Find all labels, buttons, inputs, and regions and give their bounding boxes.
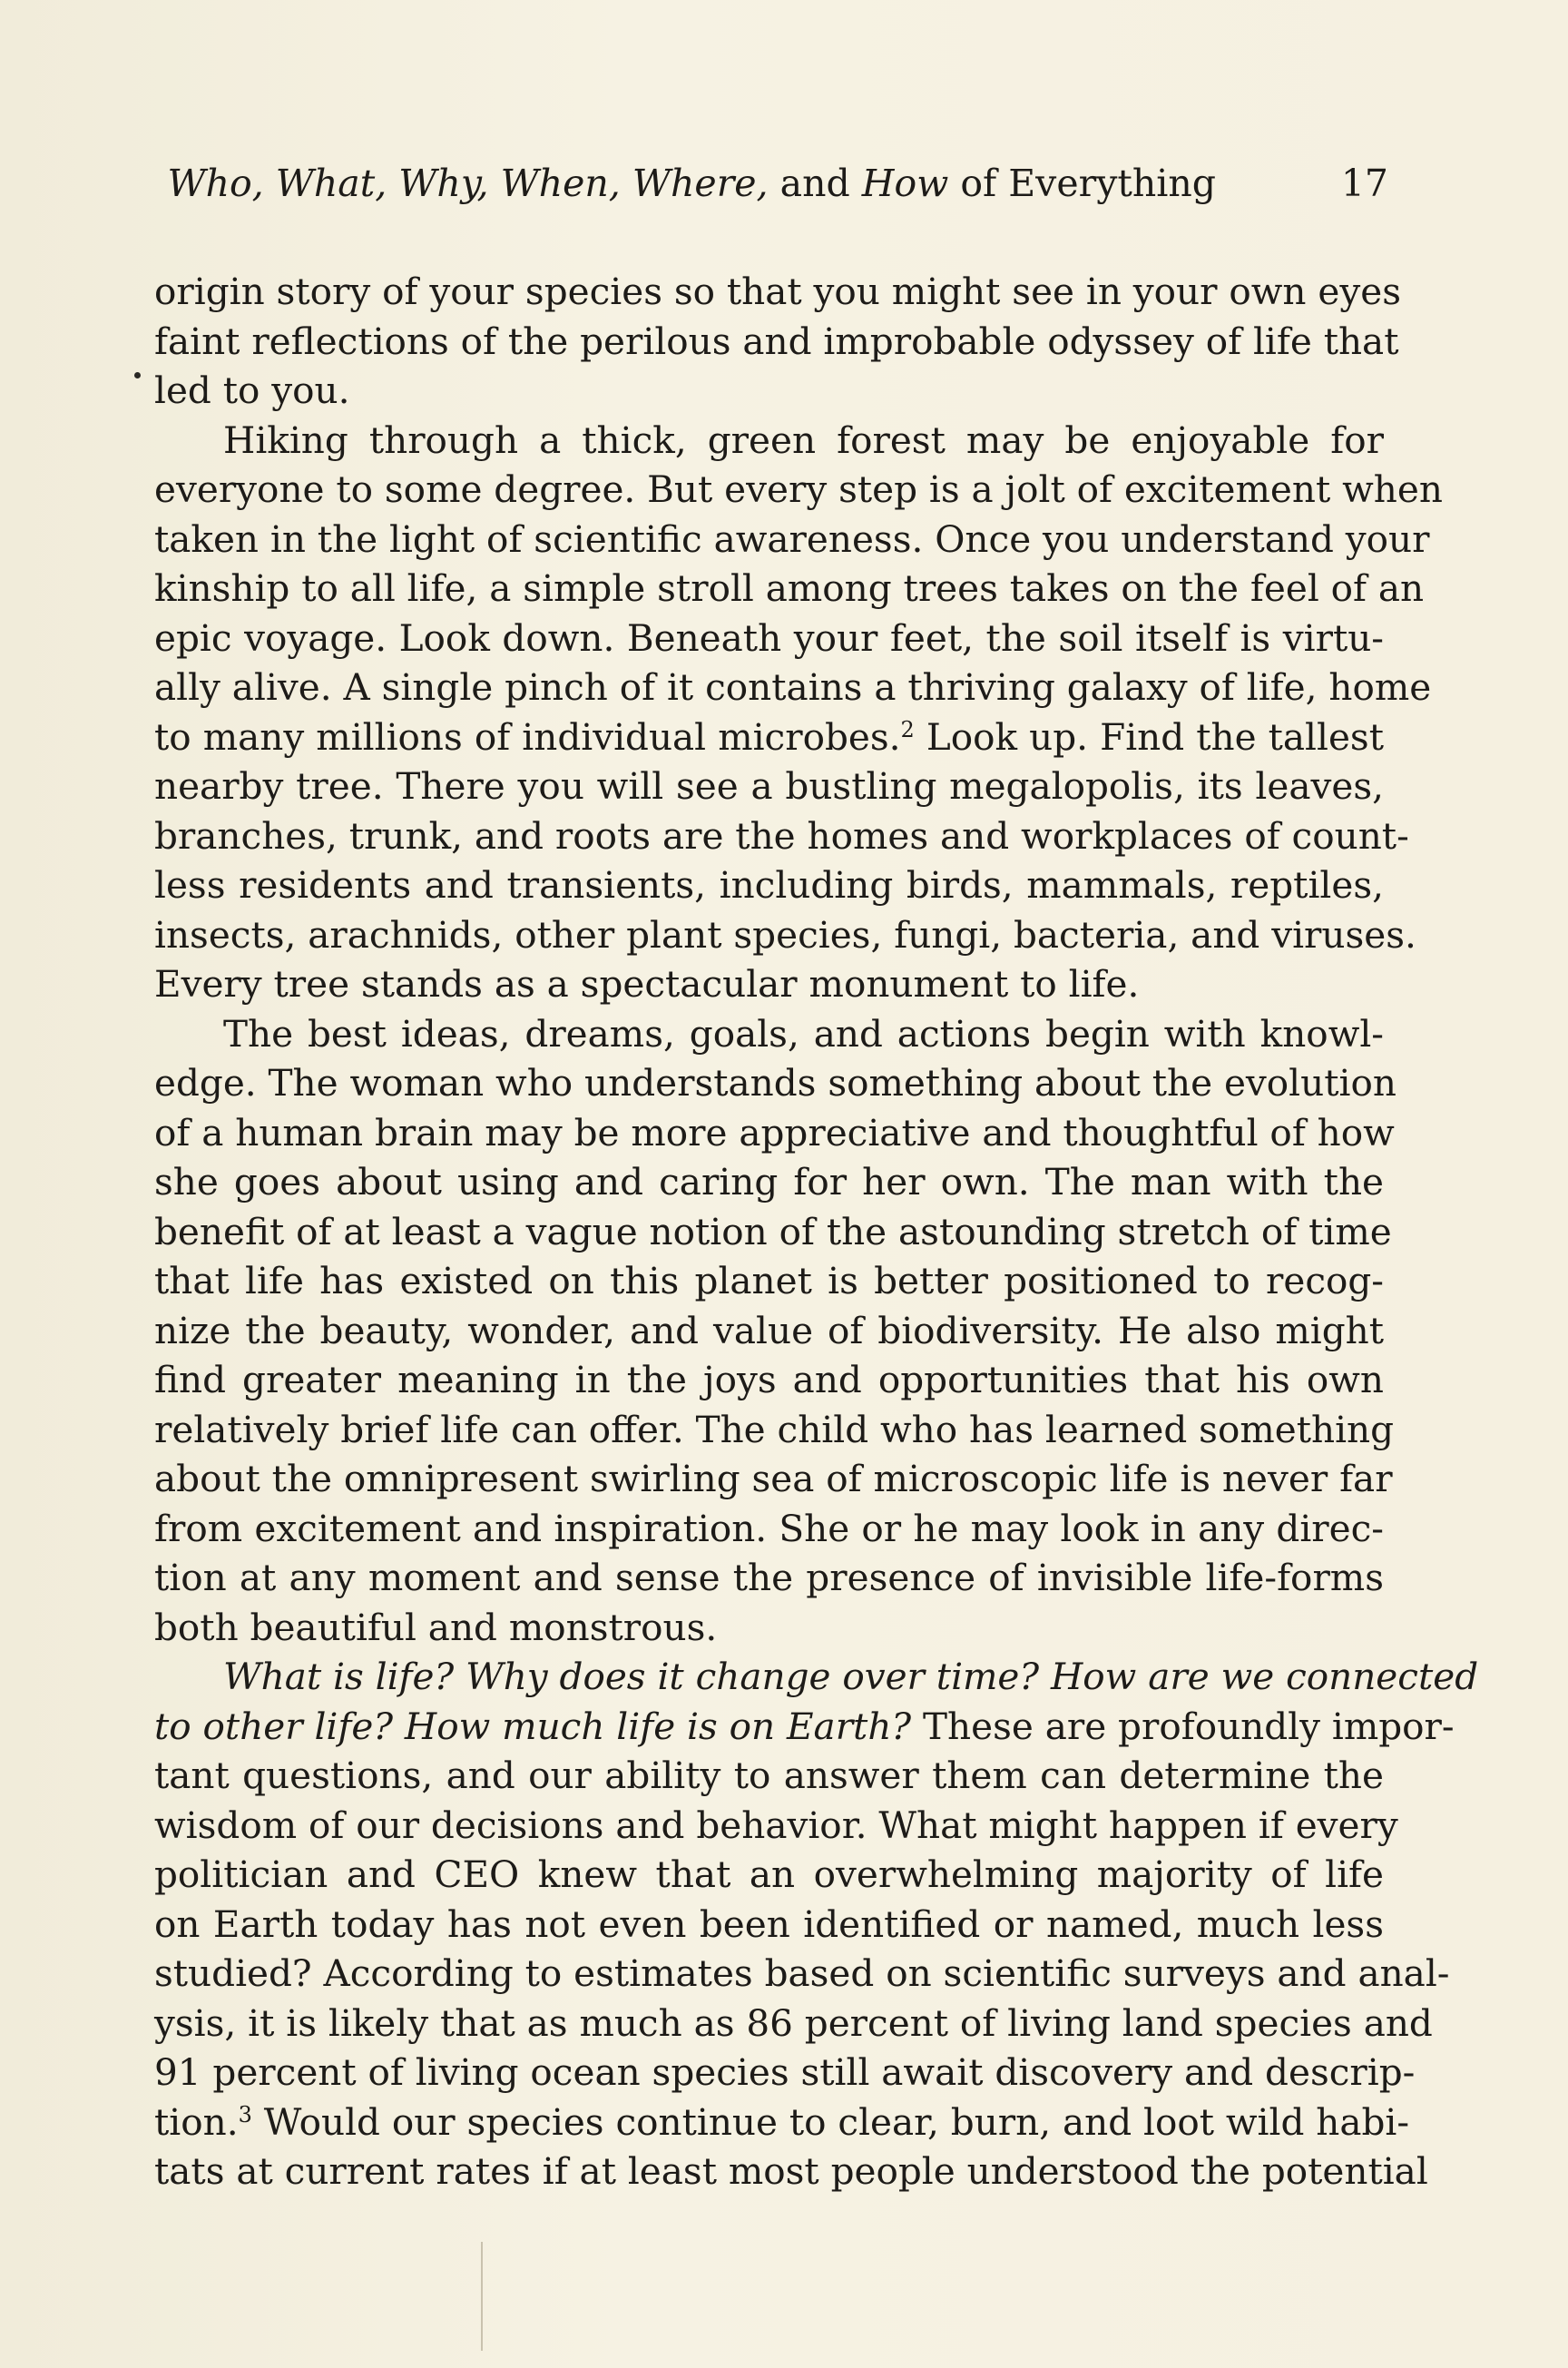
text-run: Every tree stands as a spectacular monument to life.	[154, 962, 1140, 1006]
text-run: These are profoundly impor-	[911, 1704, 1455, 1748]
text-run: epic voyage. Look down. Beneath your feet, the soil itself is virtu-	[154, 615, 1384, 660]
text-run: 91 percent of living ocean species still await discovery and descrip-	[154, 2050, 1416, 2094]
text-run: origin story of your species so that you might see in your own eyes	[154, 270, 1401, 313]
text-run: wisdom of our decisions and behavior. What might happen if every	[154, 1803, 1398, 1847]
text-run: nearby tree. There you will see a bustling megalopolis, its leaves,	[154, 764, 1384, 808]
text-line	[154, 317, 1399, 367]
text-run: nize the beauty, wonder, and value of biodiversity. He also might	[154, 1308, 1384, 1352]
text-line	[154, 1702, 1455, 1752]
text-line	[154, 564, 1425, 614]
text-line	[154, 959, 1384, 1009]
text-run: branches, trunk, and roots are the homes and workplaces of count-	[154, 813, 1409, 858]
text-run: tant questions, and our ability to answer them can determine the	[154, 1754, 1384, 1797]
text-run: both beautiful and monstrous.	[154, 1605, 718, 1649]
text-line	[154, 1850, 1384, 1900]
running-head-title-part: Who, What, Why, When, Where,	[167, 162, 769, 205]
text-run: kinship to all life, a simple stroll among trees takes on the feel of an	[154, 566, 1425, 610]
text-line	[154, 860, 1384, 910]
text-run: benefit of at least a vague notion of the astounding stretch of time	[154, 1209, 1392, 1253]
text-line	[154, 761, 1384, 811]
text-run: studied? According to estimates based on scientific surveys and anal-	[154, 1951, 1450, 1995]
running-head-title-part: How	[861, 162, 949, 205]
text-line	[154, 1058, 1396, 1108]
ink-speck	[134, 372, 141, 378]
text-line	[154, 1405, 1395, 1455]
text-line	[154, 1207, 1392, 1257]
text-line	[154, 1999, 1433, 2049]
text-line	[154, 2048, 1416, 2098]
text-run: tion at any moment and sense the presence of invisible life-forms	[154, 1556, 1384, 1599]
text-run: to many millions of individual microbes.	[154, 714, 901, 759]
text-run: relatively brief life can offer. The child who has learned something	[154, 1407, 1395, 1451]
footnote-ref: 2	[900, 716, 915, 742]
text-line	[154, 515, 1430, 565]
text-line	[154, 1256, 1384, 1306]
text-line	[154, 811, 1409, 861]
text-run: politician and CEO knew that an overwhelming majority of life	[154, 1852, 1384, 1896]
text-run: Look up. Find the tallest	[914, 714, 1384, 759]
text-run: led to you.	[154, 368, 350, 412]
running-head-title-part: and	[768, 162, 862, 205]
text-run: find greater meaning in the joys and opportunities that his own	[154, 1358, 1384, 1401]
text-line	[154, 1900, 1384, 1950]
text-line	[154, 1751, 1384, 1801]
text-line	[154, 1009, 1384, 1059]
footnote-ref: 3	[238, 2101, 252, 2127]
text-run: insects, arachnids, other plant species, fungi, bacteria, and viruses.	[154, 912, 1416, 957]
text-run: taken in the light of scientific awareness. Once you understand your	[154, 516, 1430, 561]
body-text	[154, 267, 1479, 2196]
text-run: Would our species continue to clear, burn, and loot wild habi-	[251, 2099, 1410, 2144]
running-head-title	[167, 156, 1216, 211]
text-line	[154, 267, 1401, 317]
text-line	[154, 1949, 1450, 1999]
text-run: she goes about using and caring for her own. The man with the	[154, 1160, 1384, 1204]
text-run: What is life? Why does it change over time? How are we connected	[223, 1655, 1479, 1698]
text-run: ysis, it is likely that as much as 86 percent of living land species and	[154, 2000, 1433, 2045]
text-run: less residents and transients, including birds, mammals, reptiles,	[154, 863, 1384, 907]
text-line	[154, 663, 1432, 712]
text-line	[154, 1504, 1384, 1554]
text-run: edge. The woman who understands something about the evolution	[154, 1061, 1396, 1105]
text-line	[154, 1603, 1384, 1653]
running-head-title-part: of Everything	[948, 162, 1216, 205]
scan-mark	[481, 2242, 483, 2351]
text-run: everyone to some degree. But every step is a jolt of excitement when	[154, 467, 1443, 511]
text-run: tion.	[154, 2099, 239, 2144]
text-line	[154, 366, 1384, 416]
text-line	[154, 1652, 1479, 1702]
text-run: that life has existed on this planet is better positioned to recog-	[154, 1259, 1384, 1302]
text-line	[154, 1801, 1398, 1851]
text-line	[154, 2098, 1410, 2147]
text-line	[154, 1157, 1384, 1207]
text-line	[154, 2147, 1428, 2196]
text-run: to other life? How much life is on Earth?	[154, 1704, 912, 1748]
text-line	[154, 1454, 1393, 1504]
text-run: The best ideas, dreams, goals, and actions begin with knowl-	[223, 1011, 1384, 1056]
text-run: Hiking through a thick, green forest may be enjoyable for	[223, 418, 1384, 462]
text-line	[154, 465, 1443, 515]
text-line	[154, 1553, 1384, 1603]
text-run: ally alive. A single pinch of it contains a thriving galaxy of life, home	[154, 665, 1432, 709]
text-line	[154, 1355, 1384, 1405]
page-number: 17	[1340, 162, 1388, 205]
text-run: from excitement and inspiration. She or he may look in any direc-	[154, 1506, 1384, 1550]
text-run: tats at current rates if at least most people understood the potential	[154, 2149, 1428, 2193]
text-line	[154, 416, 1384, 466]
running-head	[154, 156, 1388, 211]
text-run: of a human brain may be more appreciative and thoughtful of how	[154, 1110, 1395, 1155]
text-line	[154, 910, 1416, 960]
text-line	[154, 1306, 1384, 1356]
text-line	[154, 1108, 1395, 1158]
text-line	[154, 712, 1384, 762]
text-run: on Earth today has not even been identified or named, much less	[154, 1901, 1384, 1946]
text-run: faint reflections of the perilous and improbable odyssey of life that	[154, 319, 1399, 363]
text-line	[154, 614, 1384, 663]
text-run: about the omnipresent swirling sea of microscopic life is never far	[154, 1457, 1393, 1500]
